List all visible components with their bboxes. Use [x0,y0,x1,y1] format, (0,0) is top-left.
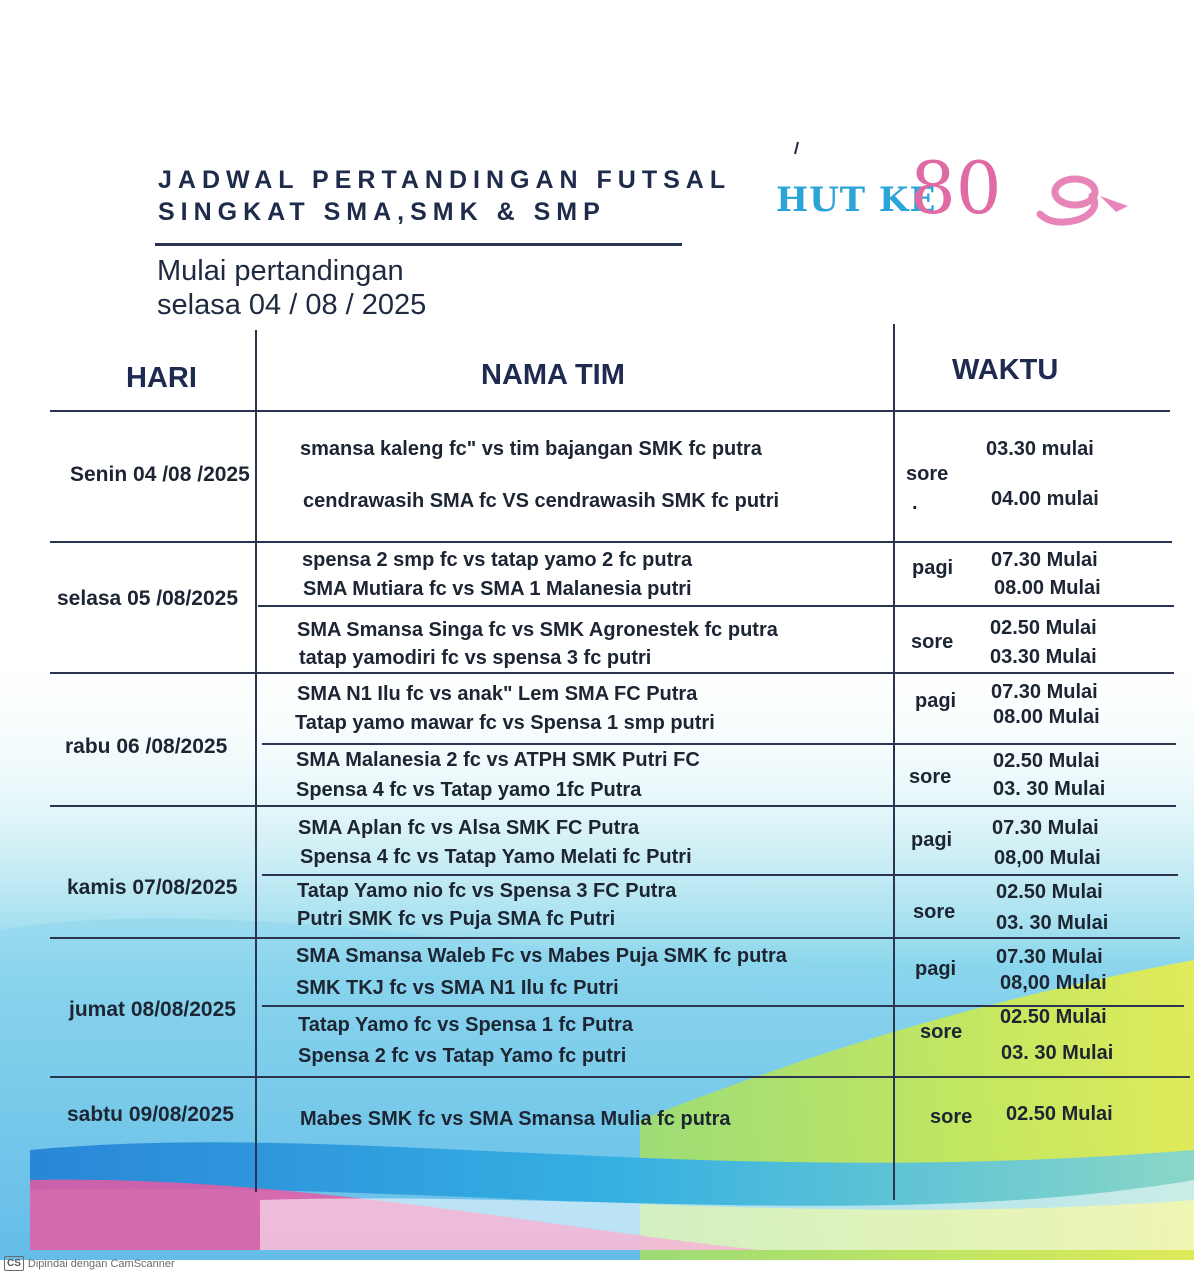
title-divider [155,243,682,246]
time-label: 08.00 Mulai [994,577,1101,599]
time-label: 03.30 Mulai [990,646,1097,668]
sub-row-divider [258,605,1174,607]
page-title: JADWAL PERTANDINGAN FUTSAL [158,166,732,194]
match-entry: Tatap Yamo nio fc vs Spensa 3 FC Putra [297,880,677,902]
session-label: sore [930,1106,973,1128]
day-label: rabu 06 /08/2025 [65,735,228,758]
session-mark: . [912,492,918,514]
session-label: pagi [911,829,953,851]
time-label: 03. 30 Mulai [993,778,1106,800]
time-label: 07.30 Mulai [992,817,1099,839]
day-label: jumat 08/08/2025 [69,998,236,1021]
match-entry: cendrawasih SMA fc VS cendrawasih SMK fc putri [303,490,780,512]
time-label: 08,00 Mulai [994,847,1101,869]
header-team: NAMA TIM [481,359,625,391]
match-entry: SMA Smansa Waleb Fc vs Mabes Puja SMK fc putra [296,945,787,967]
time-label: 02.50 Mulai [1000,1006,1107,1028]
match-entry: SMA Aplan fc vs Alsa SMK FC Putra [298,817,640,839]
session-label: sore [920,1021,963,1043]
time-label: 02.50 Mulai [996,881,1103,903]
match-entry: SMA N1 Ilu fc vs anak" Lem SMA FC Putra [297,683,698,705]
session-label: sore [911,631,954,653]
row-divider [50,672,1174,674]
match-entry: Spensa 4 fc vs Tatap yamo 1fc Putra [296,779,642,801]
time-label: 07.30 Mulai [996,946,1103,968]
match-entry: Mabes SMK fc vs SMA Smansa Mulia fc putra [300,1108,731,1130]
time-label: 07.30 Mulai [991,681,1098,703]
header-day: HARI [126,362,197,394]
match-entry: SMA Mutiara fc vs SMA 1 Malanesia putri [303,578,692,600]
day-label: kamis 07/08/2025 [67,876,238,899]
hut-logo-number: 80 [910,146,1002,230]
speck-mark [792,140,802,160]
row-divider [50,937,1180,939]
match-entry: Tatap yamo mawar fc vs Spensa 1 smp putri [295,712,715,734]
time-label: 02.50 Mulai [1006,1103,1113,1125]
session-label: sore [913,901,956,923]
camscanner-icon: CS [4,1256,24,1271]
session-label: sore [909,766,952,788]
row-divider [50,1076,1190,1078]
header-time: WAKTU [952,354,1059,386]
time-label: 02.50 Mulai [993,750,1100,772]
day-label: Senin 04 /08 /2025 [70,463,250,486]
session-label: pagi [915,690,957,712]
scanner-footer [4,1256,175,1271]
scanner-text: Dipindai dengan CamScanner [27,1257,175,1270]
time-label: 03. 30 Mulai [1001,1042,1114,1064]
start-label: Mulai pertandingan [157,255,404,287]
match-entry: Spensa 2 fc vs Tatap Yamo fc putri [298,1045,627,1067]
session-label: sore [906,463,949,485]
time-label: 04.00 mulai [991,488,1099,510]
day-label: sabtu 09/08/2025 [67,1103,234,1126]
column-divider [893,324,895,1200]
table-header-divider [50,410,1170,412]
match-entry: smansa kaleng fc" vs tim bajangan SMK fc putra [300,438,762,460]
time-label: 08,00 Mulai [1000,972,1107,994]
match-entry: Putri SMK fc vs Puja SMA fc Putri [297,908,616,930]
session-label: pagi [915,958,957,980]
time-label: 03. 30 Mulai [996,912,1109,934]
page-subtitle: SINGKAT SMA,SMK & SMP [158,198,606,226]
row-divider [50,541,1172,543]
time-label: 03.30 mulai [986,438,1094,460]
match-entry: tatap yamodiri fc vs spensa 3 fc putri [299,647,652,669]
match-entry: SMA Smansa Singa fc vs SMK Agronestek fc putra [297,619,778,641]
match-entry: Spensa 4 fc vs Tatap Yamo Melati fc Putri [300,846,692,868]
column-divider [255,330,257,1192]
match-entry: SMA Malanesia 2 fc vs ATPH SMK Putri FC [296,749,700,771]
session-label: pagi [912,557,954,579]
start-date: selasa 04 / 08 / 2025 [157,289,427,321]
match-entry: spensa 2 smp fc vs tatap yamo 2 fc putra [302,549,693,571]
day-label: selasa 05 /08/2025 [57,587,239,610]
row-divider [50,805,1176,807]
match-entry: SMK TKJ fc vs SMA N1 Ilu fc Putri [296,977,619,999]
sub-row-divider [262,874,1178,876]
hut-logo-text: HUT KE [776,180,937,220]
time-label: 07.30 Mulai [991,549,1098,571]
sub-row-divider [262,743,1176,745]
ribbon-icon [1030,170,1140,230]
match-entry: Tatap Yamo fc vs Spensa 1 fc Putra [298,1014,633,1036]
time-label: 08.00 Mulai [993,706,1100,728]
time-label: 02.50 Mulai [990,617,1097,639]
